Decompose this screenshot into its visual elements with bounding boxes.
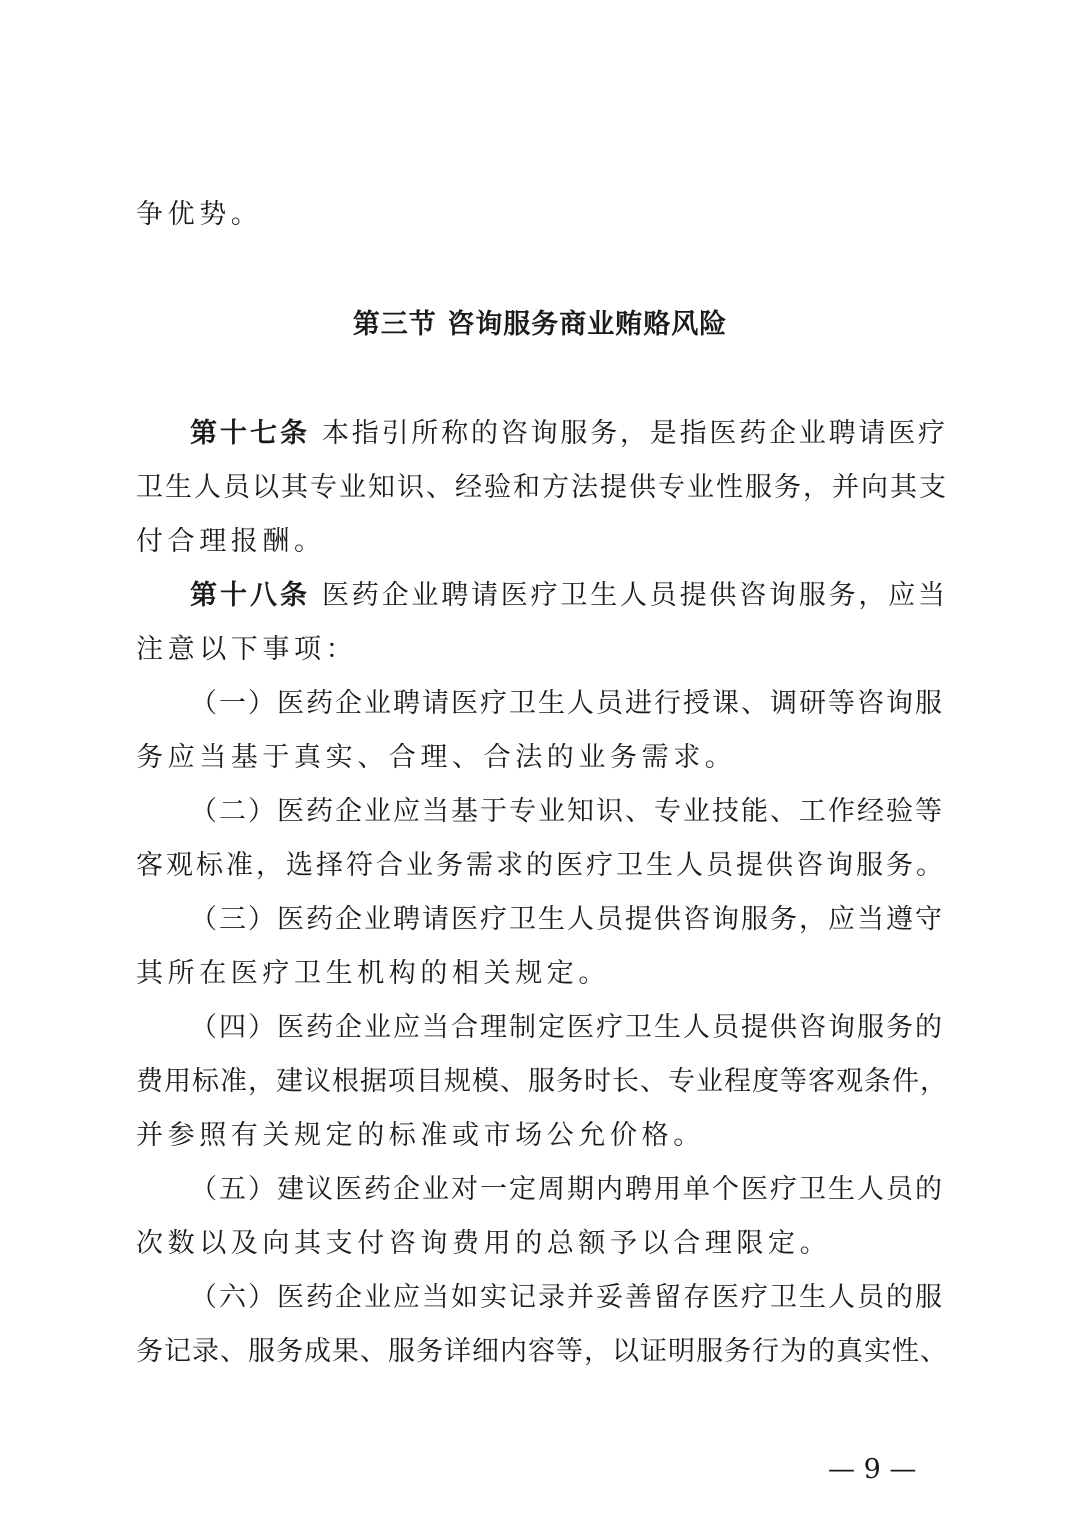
article-18-label: 第十八条: [190, 580, 310, 611]
article-18-text: 医药企业聘请医疗卫生人员提供咨询服务，应当: [322, 580, 948, 611]
article-17-text: 本指引所称的咨询服务，是指医药企业聘请医疗: [322, 418, 948, 449]
item-5-line-2: 次数以及向其支付咨询费用的总额予以合理限定。: [136, 1228, 832, 1259]
section-heading: 第三节 咨询服务商业贿赂风险: [352, 309, 728, 340]
item-4-line-2: 费用标准，建议根据项目规模、服务时长、专业程度等客观条件，: [136, 1066, 948, 1097]
item-6-line-2: 务记录、服务成果、服务详细内容等，以证明服务行为的真实性、: [136, 1336, 948, 1367]
item-3-line-1: （三）医药企业聘请医疗卫生人员提供咨询服务，应当遵守: [190, 904, 944, 935]
item-4-line-1: （四）医药企业应当合理制定医疗卫生人员提供咨询服务的: [190, 1012, 944, 1043]
item-4-line-3: 并参照有关规定的标准或市场公允价格。: [136, 1120, 705, 1151]
article-18-line-2: 注意以下事项：: [136, 634, 358, 665]
item-5-line-1: （五）建议医药企业对一定周期内聘用单个医疗卫生人员的: [190, 1174, 944, 1205]
article-17-label: 第十七条: [190, 418, 310, 449]
item-2-line-2: 客观标准，选择符合业务需求的医疗卫生人员提供咨询服务。: [136, 850, 946, 881]
item-1-line-2: 务应当基于真实、合理、合法的业务需求。: [136, 742, 737, 773]
article-18-first-line: [190, 578, 946, 614]
item-3-line-2: 其所在医疗卫生机构的相关规定。: [136, 958, 610, 989]
article-17-line-2: 卫生人员以其专业知识、经验和方法提供专业性服务，并向其支: [136, 472, 948, 503]
item-1-line-1: （一）医药企业聘请医疗卫生人员进行授课、调研等咨询服: [190, 688, 944, 719]
item-2-line-1: （二）医药企业应当基于专业知识、专业技能、工作经验等: [190, 796, 944, 827]
item-6-line-1: （六）医药企业应当如实记录并妥善留存医疗卫生人员的服: [190, 1282, 944, 1313]
page-number: — 9 —: [828, 1454, 917, 1485]
continuation-text: 争优势。: [136, 199, 263, 230]
article-17-line-3: 付合理报酬。: [136, 526, 326, 557]
article-17-first-line: [190, 416, 946, 452]
